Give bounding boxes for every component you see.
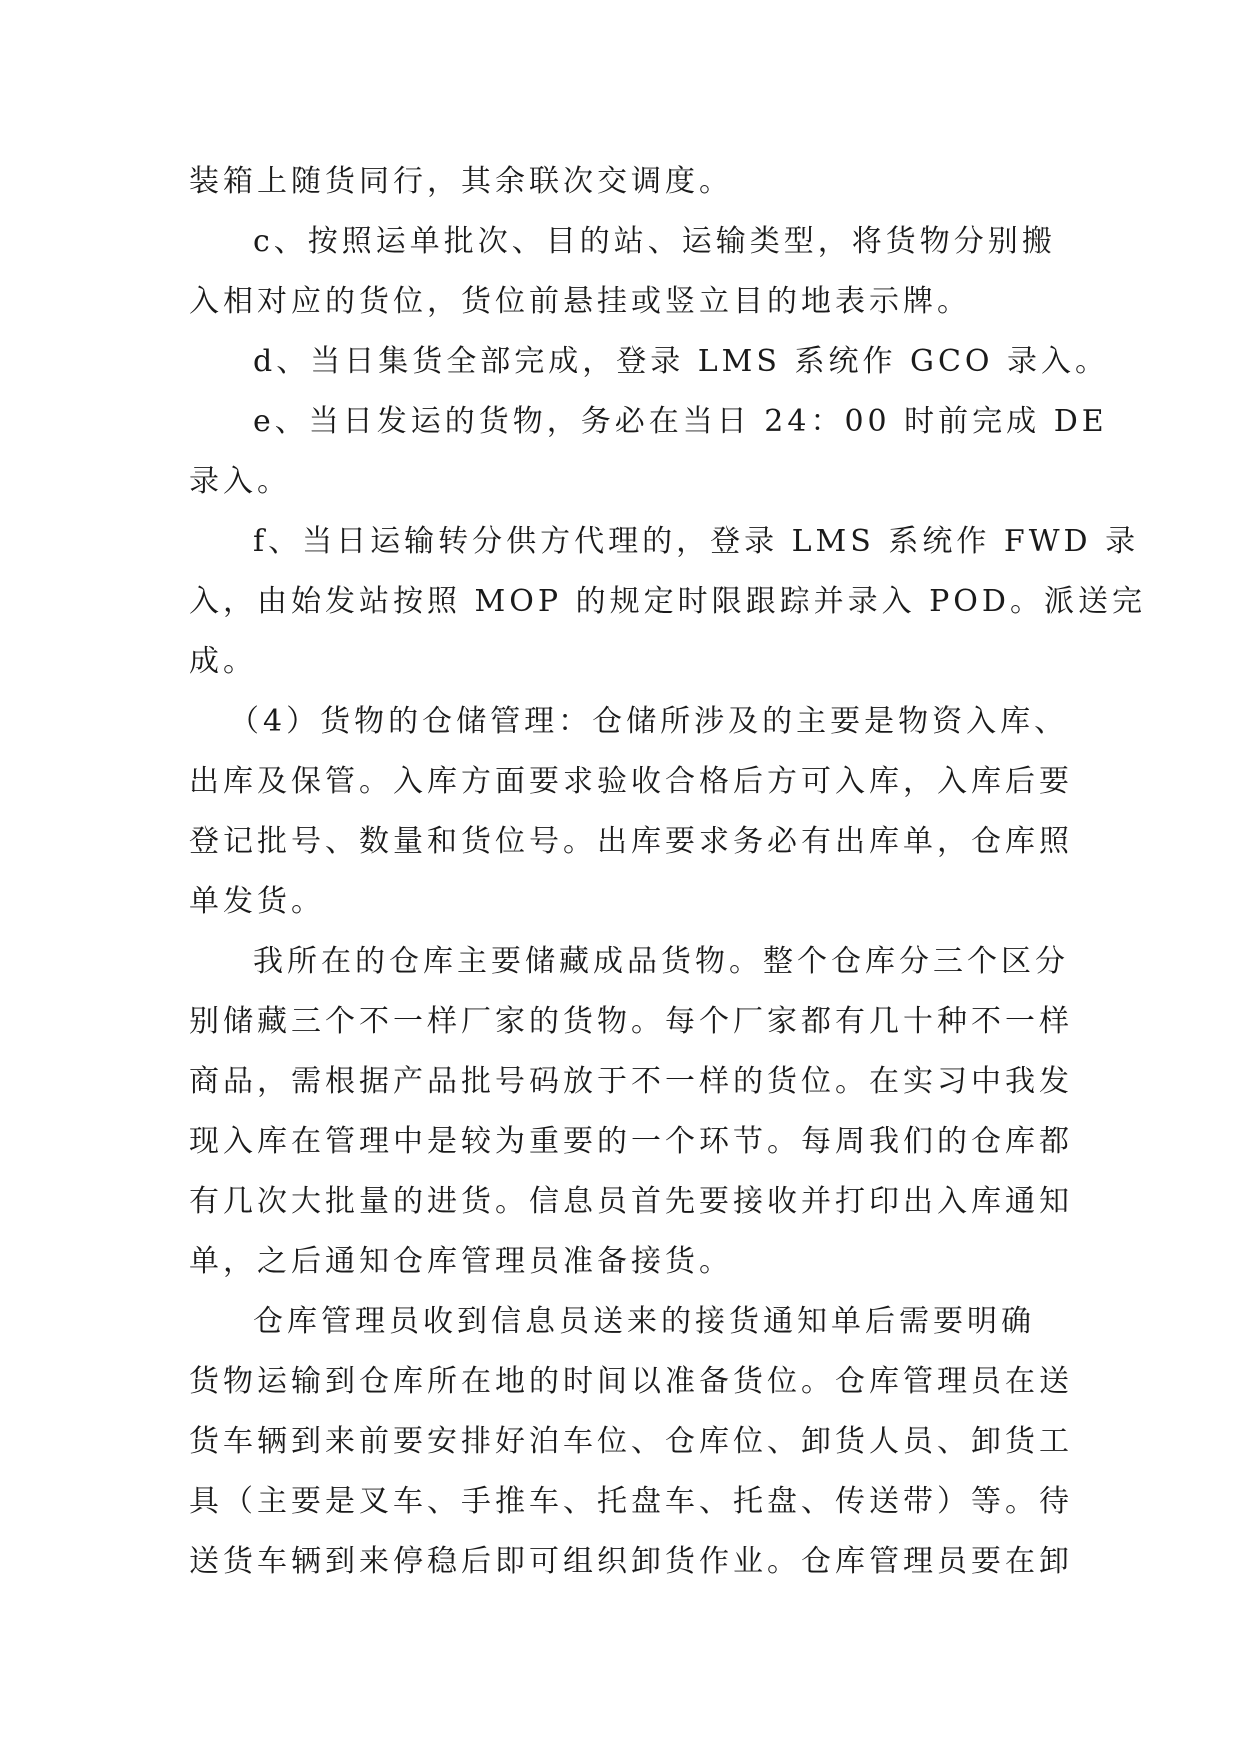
text-line: 出库及保管。入库方面要求验收合格后方可入库，入库后要 <box>189 764 1073 799</box>
text-line: 登记批号、数量和货位号。出库要求务必有出库单，仓库照 <box>189 824 1073 859</box>
text-line: f、当日运输转分供方代理的，登录 LMS 系统作 FWD 录 <box>253 524 1140 559</box>
text-line: 货物运输到仓库所在地的时间以准备货位。仓库管理员在送 <box>189 1364 1073 1399</box>
text-line: 商品，需根据产品批号码放于不一样的货位。在实习中我发 <box>189 1064 1073 1099</box>
text-line: 有几次大批量的进货。信息员首先要接收并打印出入库通知 <box>189 1184 1073 1219</box>
text-line: c、按照运单批次、目的站、运输类型，将货物分别搬 <box>253 224 1056 259</box>
text-line: 录入。 <box>189 464 291 499</box>
text-line: 别储藏三个不一样厂家的货物。每个厂家都有几十种不一样 <box>189 1004 1073 1039</box>
text-line: （4）货物的仓储管理：仓储所涉及的主要是物资入库、 <box>229 704 1069 739</box>
text-line: 入，由始发站按照 MOP 的规定时限跟踪并录入 POD。派送完 <box>189 584 1146 619</box>
text-line: d、当日集货全部完成，登录 LMS 系统作 GCO 录入。 <box>253 344 1110 379</box>
text-line: 我所在的仓库主要储藏成品货物。整个仓库分三个区分 <box>253 944 1069 979</box>
text-line: 入相对应的货位，货位前悬挂或竖立目的地表示牌。 <box>189 284 971 319</box>
text-line: 具（主要是叉车、手推车、托盘车、托盘、传送带）等。待 <box>189 1484 1073 1519</box>
text-line: 成。 <box>189 644 257 679</box>
text-line: 现入库在管理中是较为重要的一个环节。每周我们的仓库都 <box>189 1124 1073 1159</box>
text-line: 单发货。 <box>189 884 325 919</box>
text-line: e、当日发运的货物，务必在当日 24：00 时前完成 DE <box>253 404 1108 439</box>
text-line: 货车辆到来前要安排好泊车位、仓库位、卸货人员、卸货工 <box>189 1424 1073 1459</box>
text-line: 装箱上随货同行，其余联次交调度。 <box>189 164 733 199</box>
text-line: 送货车辆到来停稳后即可组织卸货作业。仓库管理员要在卸 <box>189 1544 1073 1579</box>
text-line: 仓库管理员收到信息员送来的接货通知单后需要明确 <box>253 1304 1035 1339</box>
text-line: 单，之后通知仓库管理员准备接货。 <box>189 1244 733 1279</box>
